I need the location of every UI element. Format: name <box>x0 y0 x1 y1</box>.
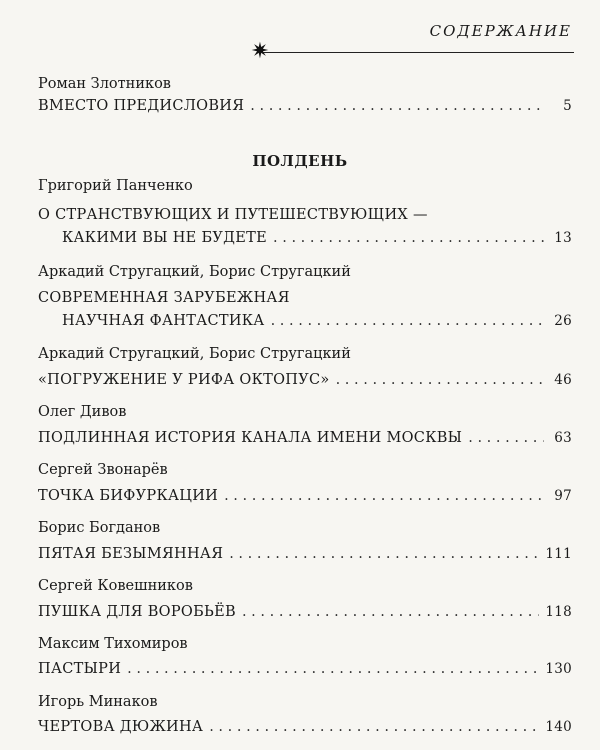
toc-title: ТОЧКА БИФУРКАЦИИ <box>38 488 219 504</box>
dot-leader <box>229 546 539 562</box>
toc-title-continued: КАКИМИ ВЫ НЕ БУДЕТЕ <box>62 230 268 246</box>
dot-leader <box>271 313 544 329</box>
toc-author: Сергей Ковешников <box>38 578 193 594</box>
header-rule <box>262 52 574 53</box>
toc-title: ВМЕСТО ПРЕДИСЛОВИЯ <box>38 98 245 114</box>
toc-author: Игорь Минаков <box>38 694 158 710</box>
toc-page-number: 118 <box>545 604 572 620</box>
toc-title: ЧЕРТОВА ДЮЖИНА <box>38 719 204 735</box>
toc-entry-link[interactable] <box>62 313 572 329</box>
dot-leader <box>336 372 544 388</box>
toc-author: Максим Тихомиров <box>38 636 188 652</box>
toc-entry-link[interactable] <box>38 290 572 306</box>
toc-title: «ПОГРУЖЕНИЕ У РИФА ОКТОПУС» <box>38 372 330 388</box>
toc-title: СОВРЕМЕННАЯ ЗАРУБЕЖНАЯ <box>38 290 290 306</box>
toc-author: Аркадий Стругацкий, Борис Стругацкий <box>38 346 351 362</box>
toc-author: Олег Дивов <box>38 404 127 420</box>
toc-page-number: 46 <box>554 372 572 388</box>
toc-page-number: 111 <box>545 546 572 562</box>
toc-entry-link[interactable] <box>38 372 572 388</box>
dot-leader <box>242 604 539 620</box>
dot-leader <box>273 230 544 246</box>
toc-entry-link[interactable] <box>38 207 572 223</box>
dot-leader <box>224 488 544 504</box>
toc-entry-link[interactable] <box>38 661 572 677</box>
toc-author: Аркадий Стругацкий, Борис Стругацкий <box>38 264 351 280</box>
toc-entry-link[interactable] <box>38 430 572 446</box>
toc-page-number: 13 <box>554 230 572 246</box>
section-heading: ПОЛДЕНЬ <box>252 152 348 170</box>
toc-title-continued: НАУЧНАЯ ФАНТАСТИКА <box>62 313 265 329</box>
toc-entry-link[interactable] <box>38 604 572 620</box>
toc-entry-link[interactable] <box>38 98 572 114</box>
toc-author: Григорий Панченко <box>38 178 193 194</box>
dot-leader <box>127 661 539 677</box>
toc-page-number: 130 <box>545 661 572 677</box>
dot-leader <box>250 98 544 114</box>
star-ornament-icon: ✷ <box>250 39 270 64</box>
toc-title: ПОДЛИННАЯ ИСТОРИЯ КАНАЛА ИМЕНИ МОСКВЫ <box>38 430 463 446</box>
toc-page-number: 26 <box>554 313 572 329</box>
toc-page-number: 140 <box>545 719 572 735</box>
toc-entry-link[interactable] <box>38 719 572 735</box>
toc-title: ПЯТАЯ БЕЗЫМЯННАЯ <box>38 546 224 562</box>
toc-page-number: 63 <box>554 430 572 446</box>
toc-entry-link[interactable] <box>38 546 572 562</box>
dot-leader <box>209 719 539 735</box>
dot-leader <box>468 430 544 446</box>
toc-author: Роман Злотников <box>38 76 171 92</box>
toc-author: Сергей Звонарёв <box>38 462 168 478</box>
running-header: СОДЕРЖАНИЕ <box>429 22 572 40</box>
toc-title: О СТРАНСТВУЮЩИХ И ПУТЕШЕСТВУЮЩИХ — <box>38 207 428 223</box>
toc-entry-link[interactable] <box>38 488 572 504</box>
toc-page-number: 97 <box>554 488 572 504</box>
toc-title: ПУШКА ДЛЯ ВОРОБЬЁВ <box>38 604 236 620</box>
toc-entry-link[interactable] <box>62 230 572 246</box>
toc-title: ПАСТЫРИ <box>38 661 122 677</box>
toc-author: Борис Богданов <box>38 520 161 536</box>
toc-page-number: 5 <box>563 98 572 114</box>
